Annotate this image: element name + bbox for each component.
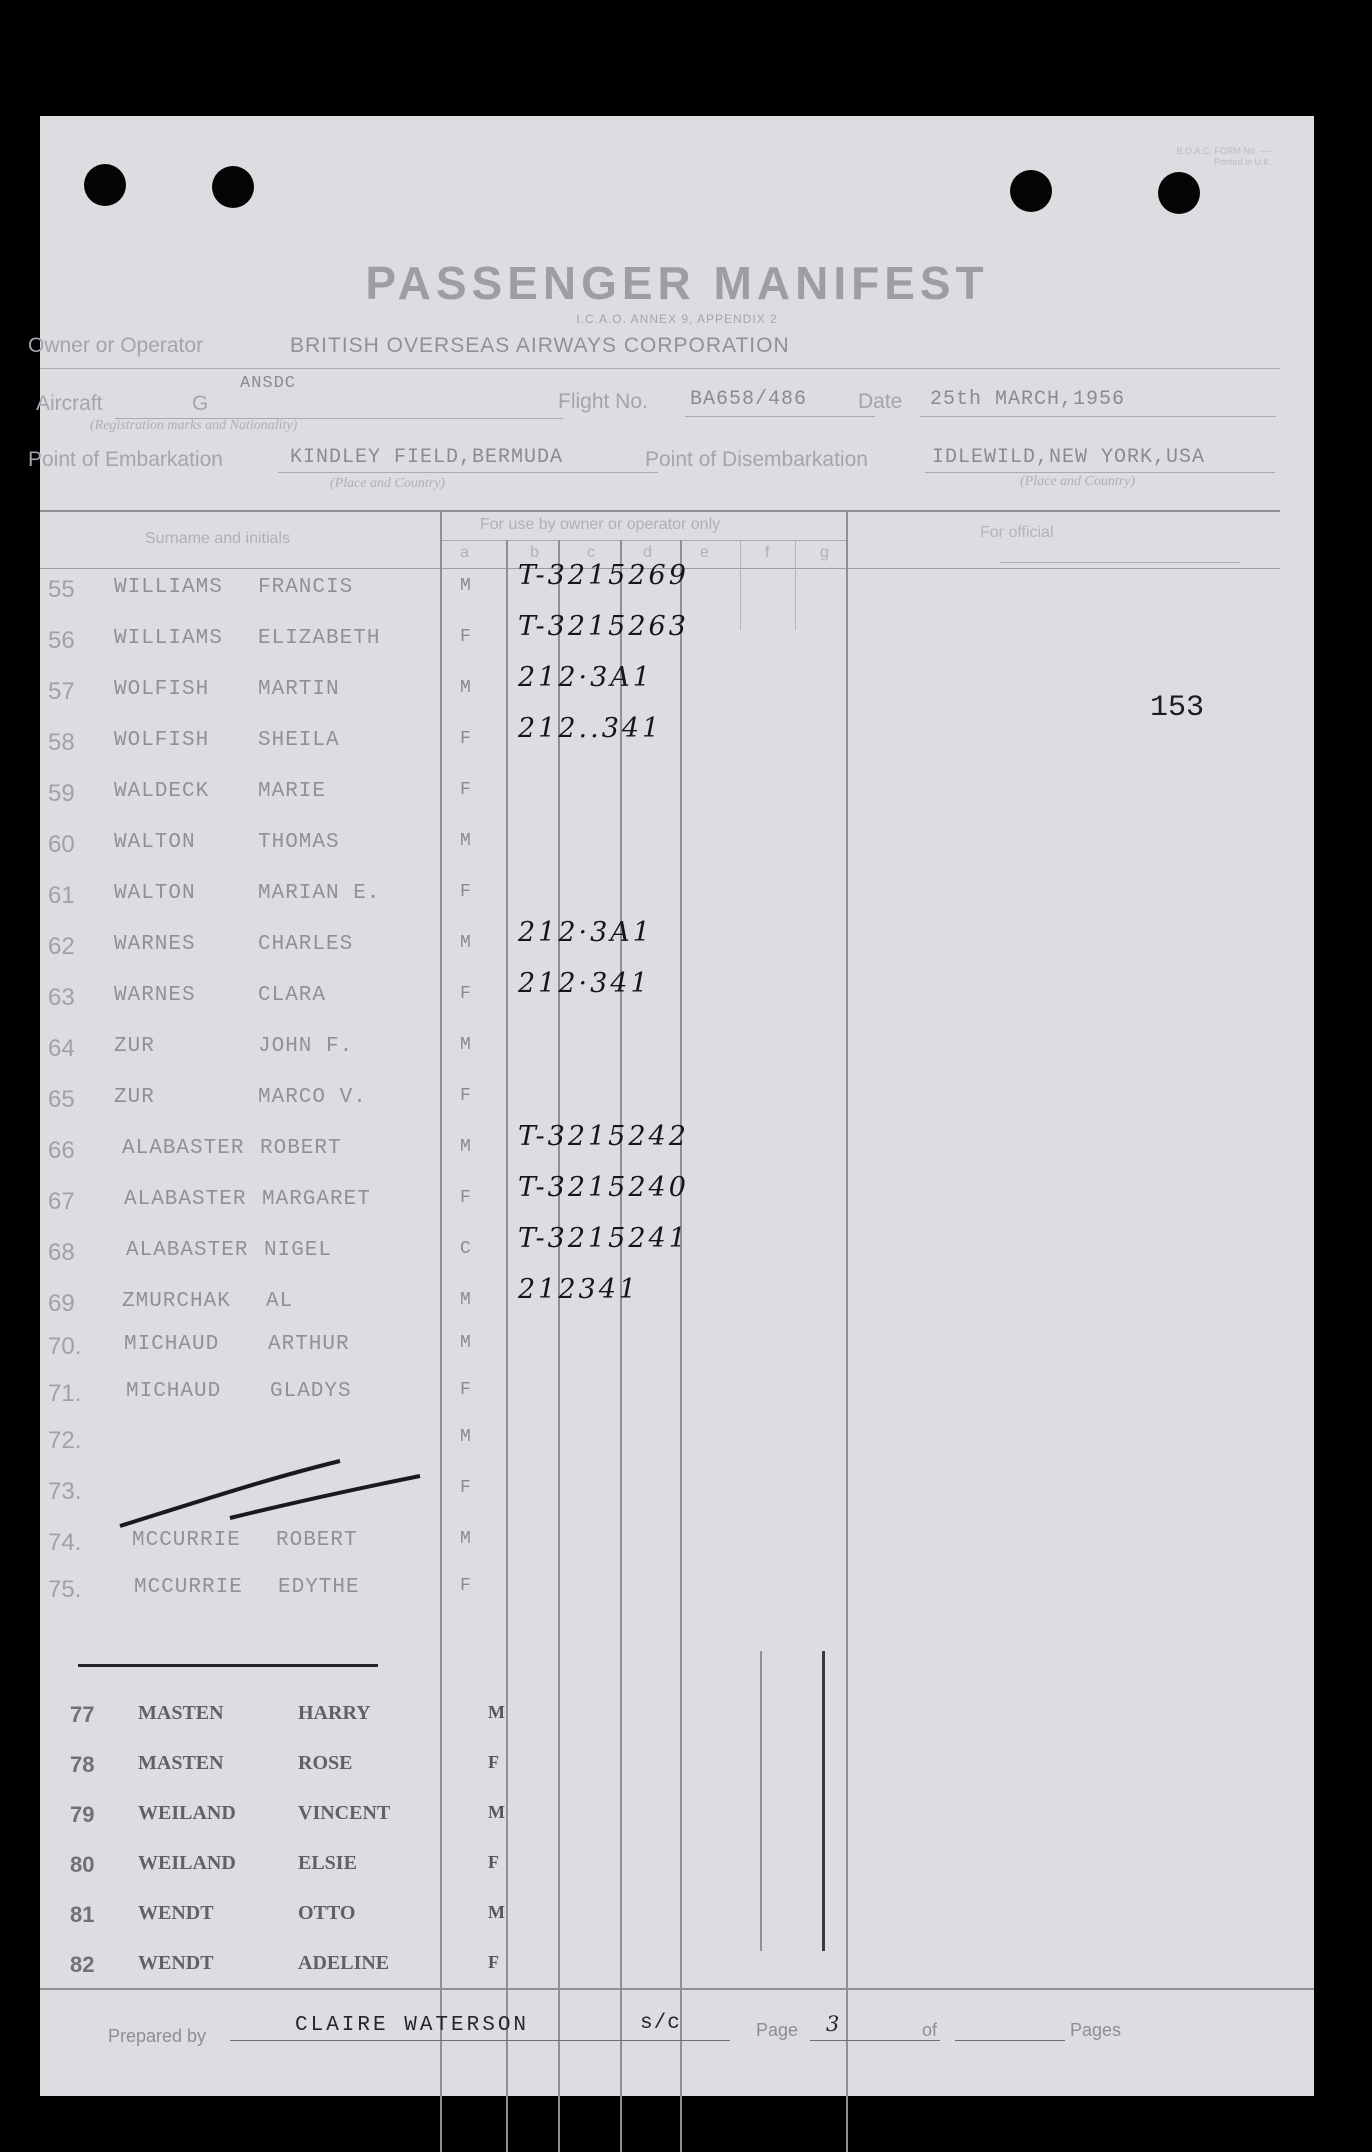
punch-hole [212, 166, 254, 208]
passenger-surname: MASTEN [138, 1752, 224, 1774]
col-letter-c: c [587, 544, 595, 561]
table-row [40, 713, 1314, 761]
passenger-sex: F [460, 1188, 472, 1208]
table-top-rule [40, 510, 1280, 512]
passenger-sex: M [460, 678, 472, 698]
date-underline [920, 416, 1276, 417]
table-row [40, 1896, 1314, 1936]
passenger-given-name: SHEILA [258, 729, 340, 752]
handwritten-note: 212..341 [518, 713, 663, 744]
passenger-sex: F [460, 984, 472, 1004]
table-row [40, 1846, 1314, 1886]
passenger-given-name: ROBERT [260, 1137, 342, 1160]
passenger-surname: WALTON [114, 882, 196, 905]
passenger-surname: MICHAUD [126, 1380, 222, 1403]
col-letter-d: d [643, 544, 652, 561]
row-number: 65 [48, 1086, 75, 1113]
passenger-surname: ALABASTER [122, 1137, 245, 1160]
passenger-given-name: HARRY [298, 1702, 371, 1724]
passenger-sex: M [460, 1333, 472, 1353]
passenger-sex: F [460, 1576, 472, 1596]
row-number: 73. [48, 1478, 82, 1505]
passenger-sex: F [460, 780, 472, 800]
row-number: 57 [48, 678, 75, 705]
table-row [40, 1746, 1314, 1786]
owner-label: Owner or Operator [28, 334, 204, 357]
passenger-sex: M [460, 933, 472, 953]
row-number: 64 [48, 1035, 75, 1062]
passenger-surname: WENDT [138, 1902, 214, 1924]
passenger-surname: ZMURCHAK [122, 1290, 231, 1313]
passenger-surname: MASTEN [138, 1702, 224, 1724]
table-row [40, 1274, 1314, 1322]
row-number: 68 [48, 1239, 75, 1266]
table-row [40, 917, 1314, 965]
handwritten-note: 212·3A1 [518, 917, 653, 948]
passenger-surname: MICHAUD [124, 1333, 220, 1356]
passenger-surname: ALABASTER [124, 1188, 247, 1211]
flight-underline [685, 416, 875, 417]
handwritten-note: T-3215240 [518, 1172, 689, 1203]
official-column-rule [1000, 562, 1240, 563]
col-letter-g: g [820, 544, 829, 561]
table-row [40, 1172, 1314, 1220]
passenger-surname: MCCURRIE [132, 1529, 241, 1552]
passenger-sex: M [488, 1802, 505, 1822]
col-letter-f: f [765, 544, 770, 561]
passenger-given-name: THOMAS [258, 831, 340, 854]
disembark-place-note: (Place and Country) [1020, 474, 1136, 489]
passenger-sex: M [460, 1427, 472, 1447]
manifest-page [28, 116, 1314, 2096]
disembark-label: Point of Disembarkation [645, 448, 868, 471]
passenger-sex: M [488, 1702, 505, 1722]
passenger-surname: WOLFISH [114, 678, 210, 701]
embark-place-note: (Place and Country) [330, 476, 446, 491]
embark-underline [278, 472, 658, 473]
handwritten-note: T-3215269 [518, 560, 689, 591]
table-row [40, 874, 1314, 914]
passenger-given-name: JOHN F. [258, 1035, 354, 1058]
passenger-surname: WILLIAMS [114, 576, 223, 599]
passenger-sex: F [488, 1752, 499, 1772]
of-label: of [922, 2020, 938, 2040]
embark-value: KINDLEY FIELD,BERMUDA [290, 446, 564, 469]
col-letter-e: e [700, 544, 709, 561]
passenger-sex: F [460, 729, 472, 749]
passenger-given-name: ROBERT [276, 1529, 358, 1552]
table-row [40, 1419, 1314, 1459]
passenger-surname: WALDECK [114, 780, 210, 803]
row-number: 66 [48, 1137, 75, 1164]
row-number: 74. [48, 1529, 82, 1556]
table-row [40, 1078, 1314, 1118]
passenger-given-name: ROSE [298, 1752, 353, 1774]
table-row [40, 1568, 1314, 1608]
row-number: 82 [70, 1952, 95, 1977]
table-row [40, 1372, 1314, 1412]
passenger-surname: ZUR [114, 1035, 155, 1058]
row-number: 62 [48, 933, 75, 960]
handwritten-note: T-3215242 [518, 1121, 689, 1152]
table-row [40, 1027, 1314, 1067]
prepared-by-label: Prepared by [108, 2026, 207, 2046]
table-row [40, 1696, 1314, 1736]
row-number: 72. [48, 1427, 82, 1454]
owner-underline [40, 368, 1280, 369]
embark-label: Point of Embarkation [28, 448, 223, 471]
table-row [40, 1946, 1314, 1986]
passenger-given-name: MARTIN [258, 678, 340, 701]
row-number: 63 [48, 984, 75, 1011]
handwritten-note: T-3215263 [518, 611, 689, 642]
row-number: 77 [70, 1702, 95, 1727]
passenger-given-name: ELSIE [298, 1852, 357, 1874]
aircraft-note: (Registration marks and Nationality) [90, 418, 298, 433]
passenger-sex: M [460, 576, 472, 596]
col-letter-b: b [530, 544, 539, 561]
disembark-underline [925, 472, 1275, 473]
aircraft-value: ANSDC [240, 374, 297, 393]
passenger-given-name: ELIZABETH [258, 627, 381, 650]
passenger-given-name: CHARLES [258, 933, 354, 956]
prepared-by-underline [230, 2040, 730, 2041]
handwritten-note: 212·341 [518, 968, 651, 999]
row-number: 55 [48, 576, 75, 603]
passenger-sex: M [460, 1137, 472, 1157]
date-value: 25th MARCH,1956 [930, 388, 1126, 411]
passenger-given-name: OTTO [298, 1902, 356, 1924]
row-number: 71. [48, 1380, 82, 1407]
passenger-given-name: GLADYS [270, 1380, 352, 1403]
passenger-sex: F [460, 882, 472, 902]
row-number: 59 [48, 780, 75, 807]
passenger-given-name: VINCENT [298, 1802, 391, 1824]
passenger-given-name: NIGEL [264, 1239, 333, 1262]
passenger-sex: C [460, 1239, 472, 1259]
passenger-sex: M [488, 1902, 505, 1922]
punch-hole [1010, 170, 1052, 212]
row-number: 75. [48, 1576, 82, 1603]
pages-underline [955, 2040, 1065, 2041]
row-number: 56 [48, 627, 75, 654]
page-value: 3 [826, 2012, 843, 2036]
passenger-surname: WARNES [114, 984, 196, 1007]
passenger-surname: MCCURRIE [134, 1576, 243, 1599]
passenger-surname: ZUR [114, 1086, 155, 1109]
passenger-sex: F [460, 627, 472, 647]
name-column-header: Surname and initials [145, 530, 290, 547]
document-title: PASSENGER MANIFEST [365, 257, 989, 309]
passenger-given-name: ADELINE [298, 1952, 390, 1974]
row-number: 69 [48, 1290, 75, 1317]
passenger-surname: WEILAND [138, 1852, 236, 1874]
passenger-given-name: MARCO V. [258, 1086, 367, 1109]
passenger-sex: M [460, 831, 472, 851]
row-number: 60 [48, 831, 75, 858]
page-underline [810, 2040, 940, 2041]
owner-value: BRITISH OVERSEAS AIRWAYS CORPORATION [290, 334, 790, 357]
row-number: 79 [70, 1802, 95, 1827]
col-letter-a: a [460, 544, 469, 561]
punch-hole [1158, 172, 1200, 214]
table-row [40, 823, 1314, 863]
prepared-by-value: CLAIRE WATERSON [295, 2014, 530, 2037]
handwritten-note: 212341 [518, 1274, 640, 1305]
table-row [40, 1470, 1314, 1510]
row-number: 78 [70, 1752, 95, 1777]
form-reference [1177, 146, 1273, 168]
passenger-surname: WILLIAMS [114, 627, 223, 650]
passenger-given-name: ARTHUR [268, 1333, 350, 1356]
passenger-given-name: EDYTHE [278, 1576, 360, 1599]
passenger-given-name: FRANCIS [258, 576, 354, 599]
flight-label: Flight No. [558, 390, 648, 413]
table-row [40, 772, 1314, 812]
row-number: 58 [48, 729, 75, 756]
handwritten-note: T-3215241 [518, 1223, 689, 1254]
pages-label: Pages [1070, 2020, 1122, 2040]
row-number: 80 [70, 1852, 95, 1877]
footer-rule [40, 1988, 1314, 1990]
row-number: 61 [48, 882, 75, 909]
form-printed: Printed in U.K. [1213, 157, 1272, 167]
passenger-sex: F [460, 1478, 472, 1498]
disembark-value: IDLEWILD,NEW YORK,USA [932, 446, 1206, 469]
row-number: 67 [48, 1188, 75, 1215]
prepared-by-suffix: s/c [640, 2012, 681, 2035]
passenger-given-name: MARIAN E. [258, 882, 381, 905]
table-row [40, 1325, 1314, 1365]
table-row [40, 611, 1314, 659]
table-row [40, 968, 1314, 1016]
official-reference-number: 153 [1150, 691, 1205, 725]
handwritten-note: 212·3A1 [518, 662, 653, 693]
passenger-sex: M [460, 1529, 472, 1549]
date-label: Date [858, 390, 903, 413]
aircraft-prefix: G [192, 392, 209, 415]
flight-value: BA658/486 [690, 388, 808, 411]
passenger-sex: F [488, 1852, 499, 1872]
passenger-surname: WEILAND [138, 1802, 236, 1824]
table-row [40, 1121, 1314, 1169]
passenger-surname: WENDT [138, 1952, 214, 1974]
passenger-sex: F [460, 1380, 472, 1400]
passenger-given-name: AL [266, 1290, 294, 1313]
section-separator [78, 1664, 378, 1667]
passenger-surname: WALTON [114, 831, 196, 854]
passenger-surname: WARNES [114, 933, 196, 956]
operator-header-rule [442, 540, 847, 541]
aircraft-label: Aircraft [36, 392, 103, 415]
passenger-surname: ALABASTER [126, 1239, 249, 1262]
table-row [40, 1521, 1314, 1561]
table-row [40, 1223, 1314, 1271]
passenger-given-name: MARIE [258, 780, 327, 803]
operator-columns-header: For use by owner or operator only [480, 516, 721, 533]
table-row [40, 662, 1314, 710]
table-row [40, 1796, 1314, 1836]
passenger-given-name: CLARA [258, 984, 327, 1007]
page-label: Page [756, 2020, 799, 2040]
punch-hole [84, 164, 126, 206]
passenger-sex: F [460, 1086, 472, 1106]
document-subtitle: I.C.A.O. ANNEX 9, APPENDIX 2 [576, 312, 778, 326]
passenger-surname: WOLFISH [114, 729, 210, 752]
official-column-header: For official [980, 524, 1054, 541]
passenger-sex: M [460, 1035, 472, 1055]
passenger-given-name: MARGARET [262, 1188, 371, 1211]
passenger-sex: F [488, 1952, 499, 1972]
form-ref-number: B.O.A.C. FORM No. ---- [1176, 146, 1272, 156]
row-number: 70. [48, 1333, 82, 1360]
passenger-sex: M [460, 1290, 472, 1310]
table-row [40, 560, 1314, 608]
row-number: 81 [70, 1902, 95, 1927]
